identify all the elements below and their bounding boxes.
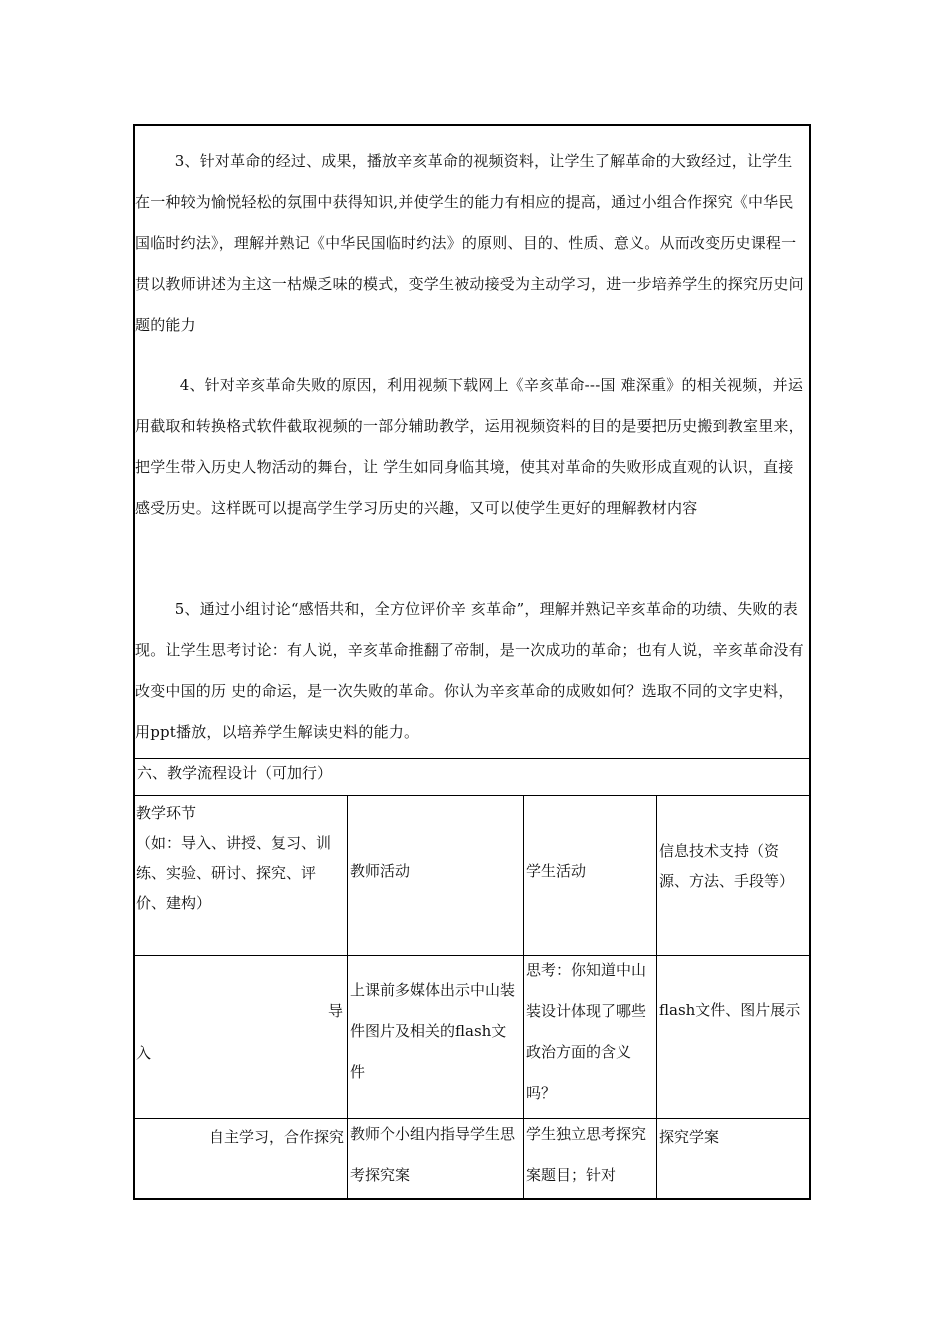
stage-self-study: 自主学习，合作探究 [208,1128,344,1146]
paragraph-3: 3、针对革命的经过、成果，播放辛亥革命的视频资料，让学生了解革命的大致经过，让学生在一种较为愉悦轻松的氛围中获得知识,并使学生的能力有相应的提高，通过小组合作探究《中华民国临时约法》，理解并熟记《中华民国临时约法》的原则、目的、性质、意义。从而改变历史课程一贯以教师讲述为主这一枯燥乏味的模式，变学生被动接受为主动学习，进一步培养学生的探究历史问题的能力 [135,152,804,334]
paragraph-4: 4、针对辛亥革命失败的原因，利用视频下载网上《辛亥革命---国 难深重》的相关视频，并运用截取和转换格式软件截取视频的一部分辅助教学，运用视频资料的目的是要把历史搬到教室里来，把学生带入历史人物活动的舞台，让 学生如同身临其境，使其对革命的失败形成直观的认识，直接感受历史。这样既可以提高学生学习历史的兴趣，又可以使学生更好的理解教材内容 [135,376,804,517]
stage-intro-b: 入 [136,1044,152,1062]
tech-support: 探究学案 [659,1128,720,1146]
header-tech: 信息技术支持（资源、方法、手段等） [659,842,795,890]
teacher-activity: 上课前多媒体出示中山装件图片及相关的flash文件 [350,981,516,1081]
row-divider [133,955,811,956]
column-divider [656,795,657,1199]
student-activity: 思考：你知道中山装设计体现了哪些政治方面的含义吗？ [526,961,647,1102]
header-student: 学生活动 [526,862,587,880]
paragraph-5: 5、通过小组讨论“感悟共和，全方位评价辛 亥革命”，理解并熟记辛亥革命的功绩、失败的表现。让学生思考讨论：有人说，辛亥革命推翻了帝制，是一次成功的革命；也有人说，辛亥革命没有改变中国的历 史的命运，是一次失败的革命。你认为辛亥革命的成败如何？选取不同的文字史料，用ppt播放，以培养学生解读史料的能力。 [135,600,804,741]
column-divider [523,795,524,1199]
header-stage: 教学环节 （如：导入、讲授、复习、训练、实验、研讨、探究、评价、建构） [136,804,332,912]
teacher-activity: 教师个小组内指导学生思考探究案 [350,1125,516,1184]
column-divider [347,795,348,1199]
tech-support: flash文件、图片展示 [659,1001,801,1019]
stage-intro-a: 导 [328,1002,344,1020]
header-teacher: 教师活动 [350,862,411,880]
section-title: 六、教学流程设计（可加行） [137,764,333,782]
student-activity: 学生独立思考探究案题目；针对 [526,1125,647,1184]
divider [133,795,811,796]
